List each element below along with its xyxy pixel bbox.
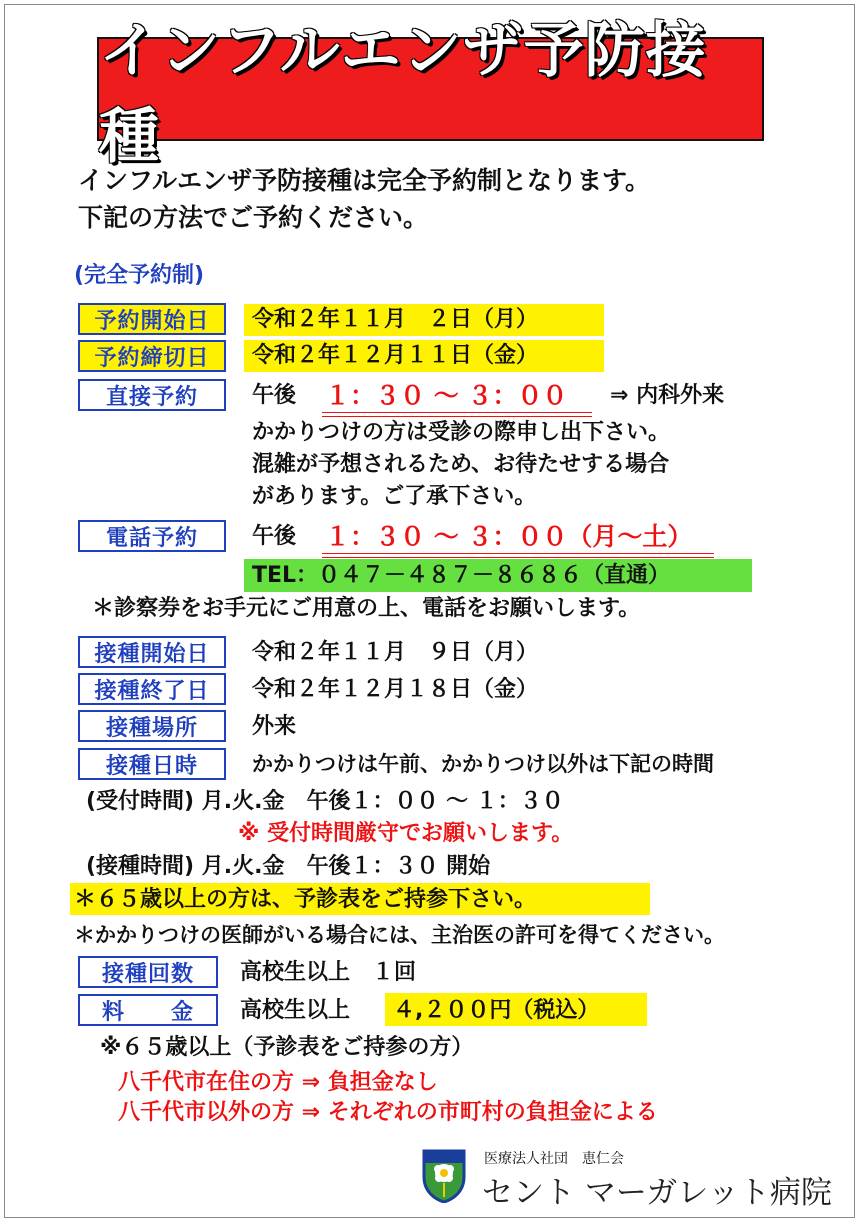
label-fee: 料 金 — [78, 994, 218, 1026]
reservation-deadline-value: 令和２年１２月１１日（金） — [252, 343, 539, 368]
phone-time-underline — [322, 553, 714, 558]
vaccination-count-value: 高校生以上 １回 — [240, 960, 417, 985]
hospital-org-name: 医療法人社団 恵仁会 — [484, 1151, 624, 1167]
vaccination-end-value: 令和２年１２月１８日（金） — [252, 677, 539, 702]
label-vaccination-count: 接種回数 — [78, 956, 218, 988]
intro-line-1: インフルエンザ予防接種は完全予約制となります。 — [78, 166, 651, 195]
vaccination-place-value: 外来 — [252, 714, 297, 739]
note-doctor: ＊かかりつけの医師がいる場合には、主治医の許可を得てください。 — [74, 923, 725, 947]
label-vaccination-place: 接種場所 — [78, 710, 226, 742]
fee-prefix: 高校生以上 — [240, 998, 351, 1023]
reservation-start-value: 令和２年１１月 ２日（月） — [252, 307, 539, 332]
label-phone-reservation: 電話予約 — [78, 520, 226, 552]
note-65: ＊６５歳以上の方は、予診表をご持参下さい。 — [74, 887, 537, 912]
reception-time: (受付時間) 月.火.金 午後１：００ ～ １：３０ — [86, 789, 564, 814]
label-vaccination-start: 接種開始日 — [78, 636, 226, 668]
direct-note-2: 混雑が予想されるため、お待たせする場合 — [252, 452, 670, 477]
vaccination-time: (接種時間) 月.火.金 午後１：３０ 開始 — [86, 854, 491, 879]
senior-line-2: 八千代市以外の方 ⇒ それぞれの市町村の負担金による — [118, 1100, 658, 1125]
phone-note: ＊診察券をお手元にご用意の上、電話をお願いします。 — [92, 596, 641, 621]
phone-time: １：３０ ～ ３：００（月～土） — [325, 522, 693, 551]
phone-prefix: 午後 — [252, 524, 297, 549]
phone-number: TEL：０４７－４８７－８６８６（直通） — [252, 563, 671, 588]
direct-time: １：３０ ～ ３：００ — [325, 381, 568, 410]
intro-line-2: 下記の方法でご予約ください。 — [78, 203, 429, 232]
title-banner — [97, 16, 764, 172]
direct-prefix: 午後 — [252, 383, 297, 408]
label-vaccination-end: 接種終了日 — [78, 673, 226, 705]
fee-amount: ４,２００円（税込） — [393, 998, 600, 1023]
vaccination-start-value: 令和２年１１月 ９日（月） — [252, 640, 539, 665]
hospital-name: セント マーガレット病院 — [482, 1175, 832, 1211]
section-label: (完全予約制) — [74, 263, 205, 288]
label-vaccination-datetime: 接種日時 — [78, 748, 226, 780]
label-reservation-deadline: 予約締切日 — [78, 340, 226, 372]
vaccination-datetime-value: かかりつけは午前、かかりつけ以外は下記の時間 — [252, 752, 714, 776]
hospital-emblem-icon — [420, 1147, 468, 1203]
label-direct-reservation: 直接予約 — [78, 379, 226, 411]
reception-note: ※ 受付時間厳守でお願いします。 — [238, 821, 574, 846]
label-reservation-start: 予約開始日 — [78, 303, 226, 335]
senior-line-1: 八千代市在住の方 ⇒ 負担金なし — [118, 1070, 438, 1095]
direct-note-3: があります。ご了承下さい。 — [252, 484, 537, 509]
direct-note-1: かかりつけの方は受診の際申し出下さい。 — [252, 420, 671, 445]
direct-time-underline — [322, 412, 592, 417]
direct-destination: ⇒ 内科外来 — [610, 383, 725, 408]
senior-heading: ※６５歳以上（予診表をご持参の方） — [100, 1035, 474, 1060]
page-title: インフルエンザ予防接種 — [99, 16, 707, 172]
